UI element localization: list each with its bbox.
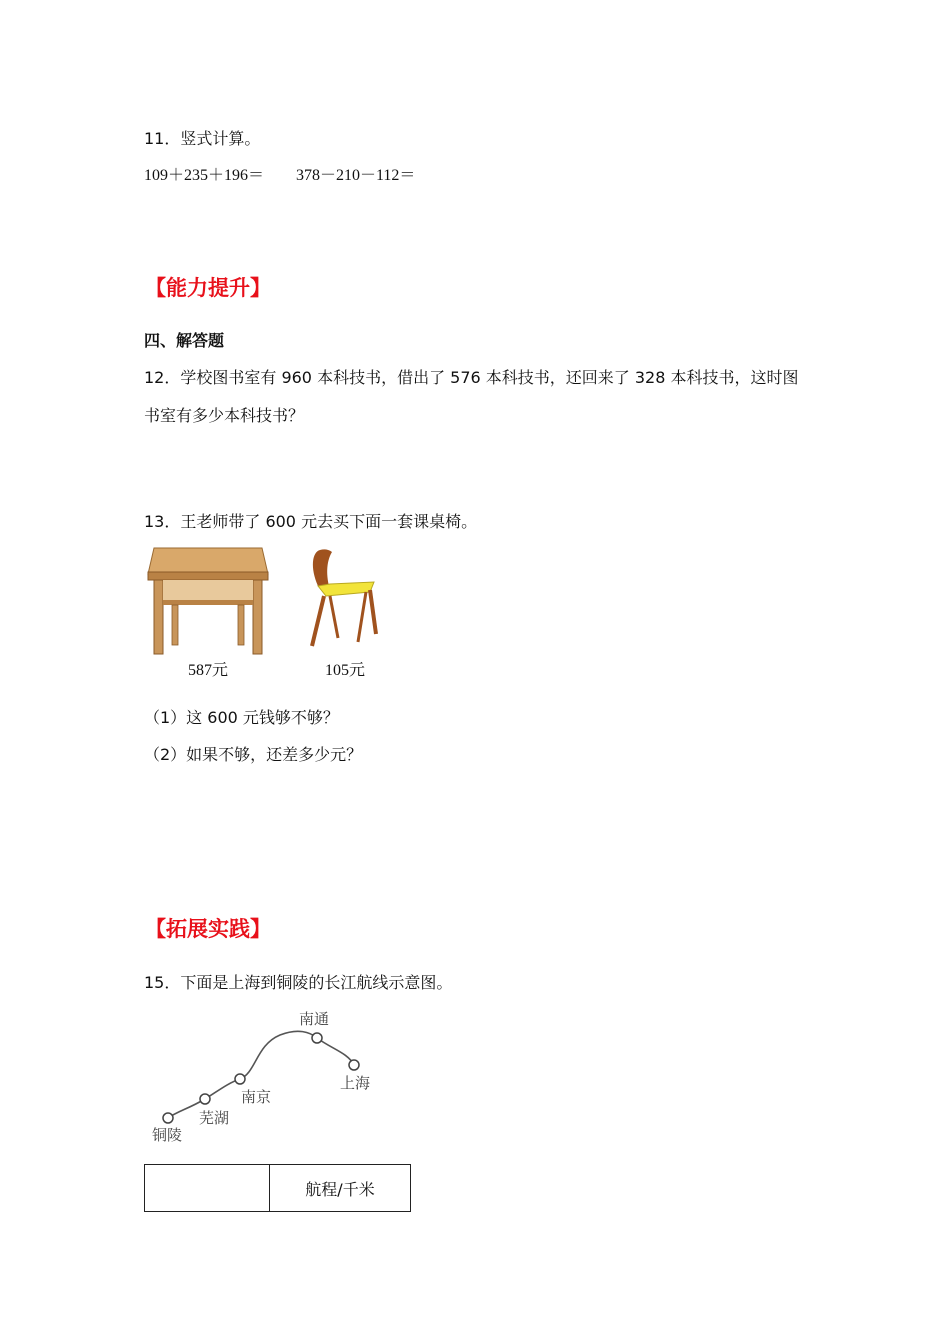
- nantong-marker: [312, 1033, 322, 1043]
- shanghai-marker: [349, 1060, 359, 1070]
- section-expand-heading: 【拓展实践】: [145, 917, 271, 941]
- tongling-marker: [163, 1113, 173, 1123]
- q15-title: 15．下面是上海到铜陵的长江航线示意图。: [144, 973, 453, 992]
- route-distance-table: [144, 1164, 411, 1212]
- chair-image: [300, 546, 384, 650]
- chair-price: 105元: [325, 662, 366, 679]
- q11-expr-2: 378－210－112＝: [296, 167, 416, 184]
- q13-title: 13．王老师带了 600 元去买下面一套课桌椅。: [144, 512, 478, 531]
- map-label-tongling: 铜陵: [152, 1126, 183, 1144]
- nanjing-marker: [235, 1074, 245, 1084]
- section-ability-heading: 【能力提升】: [145, 276, 271, 300]
- q12-line-1: 12．学校图书室有 960 本科技书，借出了 576 本科技书，还回来了 328 本科技书，这时图: [144, 368, 799, 387]
- table-header-distance: 航程/千米: [270, 1165, 411, 1212]
- wuhu-marker: [200, 1094, 210, 1104]
- table-header-empty: [145, 1165, 270, 1212]
- map-label-wuhu: 芜湖: [199, 1109, 230, 1127]
- heading-four: 四、解答题: [144, 331, 225, 350]
- q11-expr-1: 109＋235＋196＝: [144, 167, 265, 184]
- map-label-nantong: 南通: [299, 1010, 330, 1028]
- table-row: [145, 1165, 411, 1212]
- q12-line-2: 书室有多少本科技书？: [144, 406, 305, 425]
- q11-title: 11．竖式计算。: [144, 129, 261, 148]
- map-label-nanjing: 南京: [241, 1088, 272, 1106]
- map-label-shanghai: 上海: [340, 1074, 371, 1092]
- desk-price: 587元: [188, 662, 229, 679]
- q13-sub-2: （2）如果不够，还差多少元？: [144, 745, 363, 764]
- desk-image: [146, 544, 270, 658]
- q13-sub-1: （1）这 600 元钱够不够？: [144, 708, 339, 727]
